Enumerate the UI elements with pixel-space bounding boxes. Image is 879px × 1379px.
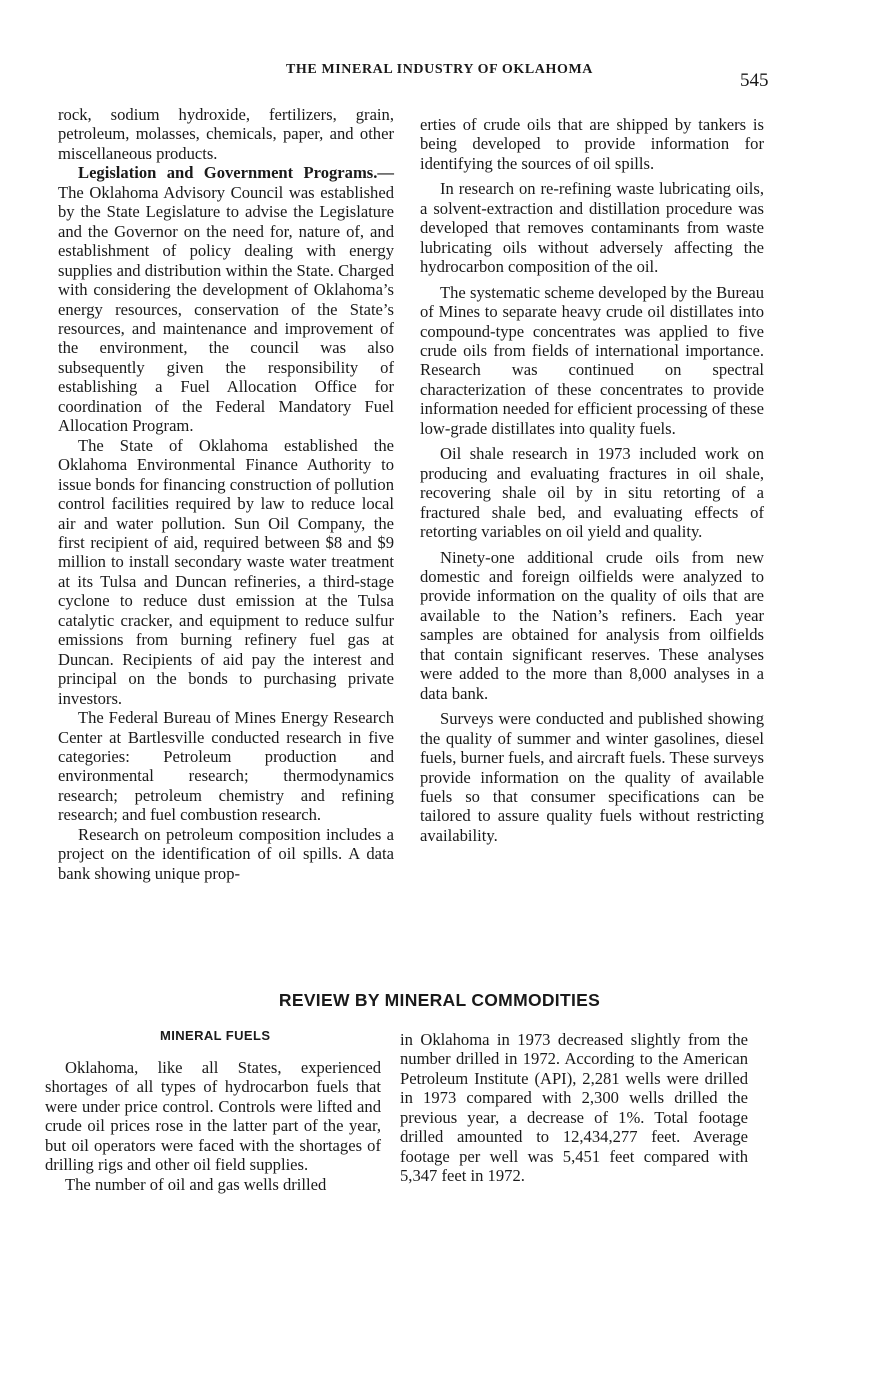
column-2 (420, 115, 764, 845)
paragraph: In research on re-refining waste lubricating oils, a solvent-extraction and distillation procedure was developed that removes contaminants from waste lubricating oils without adversely affecting the hydrocarbon composition of the oil. (420, 179, 764, 277)
paragraph: Research on petroleum composition includes a project on the identification of oil spills. A data bank showing unique prop- (58, 824, 394, 883)
paragraph: rock, sodium hydroxide, fertilizers, grain, petroleum, molasses, chemicals, paper, and other miscellaneous products. (58, 105, 394, 163)
page-number: 545 (740, 70, 769, 91)
paragraph: The Federal Bureau of Mines Energy Research Center at Bartlesville conducted research in five categories: Petroleum production and environmental research; thermodynamics research; petroleum chemistry and refining research; and fuel combustion research. (58, 708, 394, 825)
paragraph: The number of oil and gas wells drilled (65, 1174, 327, 1194)
section-heading: REVIEW BY MINERAL COMMODITIES (278, 990, 601, 1010)
column-1 (58, 105, 394, 883)
paragraph: erties of crude oils that are shipped by tankers is being developed to provide information for identifying the sources of oil spills. (420, 115, 764, 173)
sub-heading: MINERAL FUELS (160, 1028, 271, 1043)
column-4 (400, 1030, 748, 1186)
running-head: THE MINERAL INDUSTRY OF OKLAHOMA (285, 62, 594, 77)
paragraph: Oklahoma, like all States, experienced shortages of all types of hydrocarbon fuels that were under price control. Controls were lifted and crude oil prices rose in the latter part of the year, but oil operators were faced with the shortages of drilling rigs and other oil field supplies. (45, 1058, 381, 1175)
paragraph: The State of Oklahoma established the Oklahoma Environmental Finance Authority to issue bonds for financing construction of pollution control facilities required by law to reduce local air and water pollution. Sun Oil Company, the first recipient of aid, required between $8 and $9 million to install secondary waste water treatment at its Tulsa and Duncan refineries, a third-stage cyclone to reduce dust emission at the Tulsa catalytic cracker, and equipment to reduce sulfur emissions from burning refinery fuel gas at Duncan. Recipients of aid pay the interest and principal on the bonds to purchasing private investors. (58, 435, 394, 708)
paragraph (58, 163, 394, 435)
paragraph: Ninety-one additional crude oils from new domestic and foreign oilfields were analyzed to provide information on the quality of oils that are available to the Nation’s refiners. Each year samples are obtained for analysis from oilfields that contain significant reserves. These analyses were added to the more than 8,000 analyses in a data bank. (420, 547, 764, 703)
column-3 (45, 1058, 381, 1194)
paragraph: in Oklahoma in 1973 decreased slightly from the number drilled in 1972. According to the American Petroleum Institute (API), 2,281 wells were drilled in 1973 compared with 2,300 wells drilled the previous year, a decrease of 1%. Total footage drilled amounted to 12,434,277 feet. Average footage per well was 5,451 feet compared with 5,347 feet in 1972. (400, 1030, 748, 1186)
paragraph-body: The Oklahoma Advisory Council was established by the State Legislature to advise the Legislature and the Governor on the need for, nature of, and establishment of policy dealing with energy supplies and distribution within the State. Charged with considering the development of Oklahoma’s energy resources, conservation of the State’s resources, and maintenance and improvement of the environment, the council was also subsequently given the responsibility of establishing a Fuel Allocation Office for coordination of the Federal Mandatory Fuel Allocation Program. (58, 182, 394, 436)
run-in-heading: Legislation and Government Programs.— (78, 163, 394, 183)
paragraph: Oil shale research in 1973 included work on producing and evaluating fractures in oil shale, recovering shale oil by in situ retorting of a fractured shale bed, and evaluating effects of retorting variables on oil yield and quality. (420, 444, 764, 542)
paragraph: Surveys were conducted and published showing the quality of summer and winter gasolines, diesel fuels, burner fuels, and aircraft fuels. These surveys provide information on the quality of available fuels so that consumer specifications can be tailored to assure quality fuels without restricting availability. (420, 709, 764, 845)
paragraph: The systematic scheme developed by the Bureau of Mines to separate heavy crude oil distillates into compound-type concentrates was applied to five crude oils from fields of international importance. Research was continued on spectral characterization of these concentrates to provide information needed for efficient processing of these low-grade distillates into quality fuels. (420, 282, 764, 438)
